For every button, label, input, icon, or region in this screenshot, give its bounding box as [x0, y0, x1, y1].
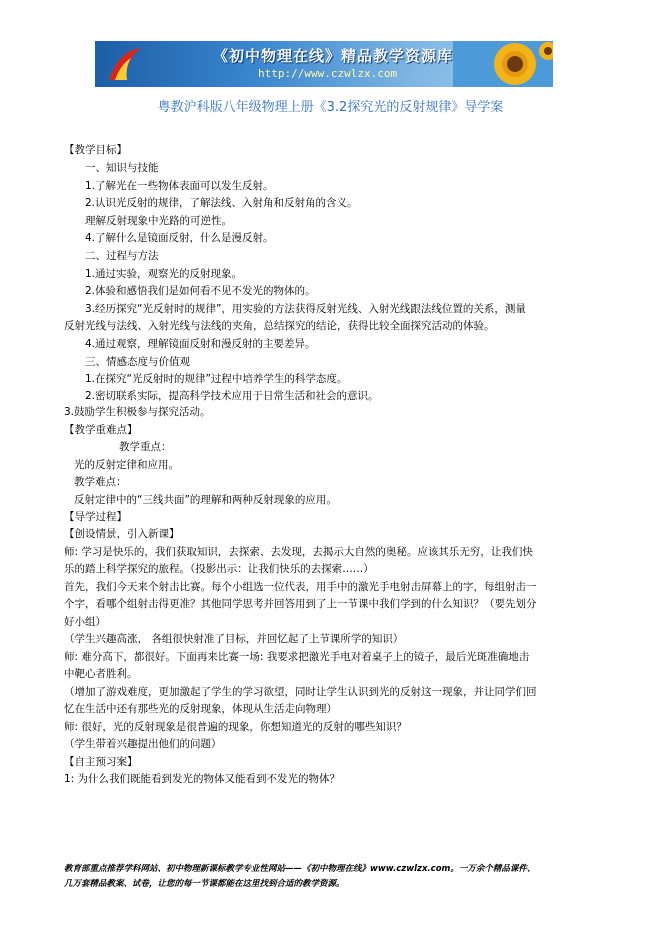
- text-line: （学生带着兴趣提出他们的问题）: [64, 738, 222, 750]
- text-line: 师: 难分高下，都很好。下面再来比赛一场: 我要求把激光手电对着桌子上的镜子，最后光斑准确地击: [64, 651, 530, 663]
- text-line: （增加了游戏难度，更加激起了学生的学习欲望，同时让学生认识到光的反射这一现象，并让同学们回: [64, 686, 537, 698]
- text-line: 理解反射现象中光路的可逆性。: [85, 215, 232, 227]
- section-heading: 【导学过程】: [64, 511, 127, 523]
- text-line: 3.鼓励学生积极参与探究活动。: [64, 406, 211, 418]
- section-heading: 【创设情景，引入新课】: [64, 528, 180, 540]
- page-title: 粤教沪科版八年级物理上册《3.2探究光的反射规律》导学案: [157, 100, 504, 115]
- subsection-heading: 一、知识与技能: [85, 162, 159, 174]
- section-heading: 【教学目标】: [64, 144, 127, 156]
- section-heading: 【自主预习案】: [64, 756, 138, 768]
- subsection-heading: 三、情感态度与价值观: [85, 356, 190, 368]
- text-line: 光的反射定律和应用。: [74, 459, 179, 471]
- text-line: 4.了解什么是镜面反射，什么是漫反射。: [85, 232, 274, 244]
- footer-line: 教育部重点推荐学科网站、初中物理新课标教学专业性网站——《初中物理在线》www.czwlzx.com。一万余个精品课件、: [64, 864, 536, 874]
- text-line: 2.体验和感悟我们是如何看不见不发光的物体的。: [85, 285, 316, 297]
- text-line: 2.认识光反射的规律，了解法线、入射角和反射角的含义。: [85, 197, 358, 209]
- text-line: 首先，我们今天来个射击比赛。每个小组选一位代表，用手中的激光手电射击屏幕上的字，每组射击一: [64, 581, 537, 593]
- subsection-heading: 二、过程与方法: [85, 250, 159, 262]
- text-line: 2.密切联系实际，提高科学技术应用于日常生活和社会的意识。: [85, 390, 379, 402]
- text-line: 4.通过观察，理解镜面反射和漫反射的主要差异。: [85, 338, 316, 350]
- site-logo-icon: [105, 44, 145, 84]
- text-line: 1.通过实验，观察光的反射现象。: [85, 268, 243, 280]
- text-line: 教学难点：: [74, 476, 127, 488]
- text-line: 中靶心者胜利。: [64, 668, 138, 680]
- text-line: 反射光线与法线、入射光线与法线的夹角，总结探究的结论，获得比较全面探究活动的体验。: [64, 320, 495, 332]
- text-line: 1: 为什么我们既能看到发光的物体又能看到不发光的物体？: [64, 773, 341, 785]
- section-heading: 【教学重难点】: [64, 424, 138, 436]
- text-line: 1.在探究“光反射时的规律”过程中培养学生的科学态度。: [85, 373, 348, 385]
- text-line: 师: 学习是快乐的，我们获取知识，去探索、去发现，去揭示大自然的奥秘。应该其乐无穷，让我们快: [64, 546, 533, 558]
- text-line: 1.了解光在一些物体表面可以发生反射。: [85, 180, 274, 192]
- text-line: 教学重点：: [119, 441, 172, 453]
- text-line: 好小组）: [64, 616, 106, 628]
- banner-title: 《初中物理在线》精品教学资源库: [213, 47, 454, 65]
- sunflower-icon: [453, 41, 553, 87]
- text-line: 师: 很好，光的反射现象是很普遍的现象，你想知道光的反射的哪些知识？: [64, 721, 407, 733]
- page-footer: [64, 862, 535, 892]
- text-line: 忆在生活中还有那些光的反射现象，体现从生活走向物理）: [64, 703, 337, 715]
- text-line: （学生兴趣高涨， 各组很快射准了目标，并回忆起了上节课所学的知识）: [64, 633, 404, 645]
- banner-url: http://www.czwlzx.com: [258, 67, 398, 80]
- text-line: 乐的踏上科学探究的旅程。（投影出示：让我们快乐的去探索……）: [64, 563, 374, 575]
- text-line: 个字，看哪个组射击得更准？其他同学思考并回答用到了上一节课中我们学到的什么知识？（要先划分: [64, 598, 537, 610]
- text-line: 3.经历探究“光反射时的规律”，用实验的方法获得反射光线、入射光线跟法线位置的关系，测量: [85, 303, 526, 315]
- footer-line: 几万套精品教案、试卷，让您的每一节课都能在这里找到合适的教学资源。: [64, 879, 345, 889]
- header-banner: [95, 41, 553, 87]
- text-line: 反射定律中的“三线共面”的理解和两种反射现象的应用。: [74, 494, 337, 506]
